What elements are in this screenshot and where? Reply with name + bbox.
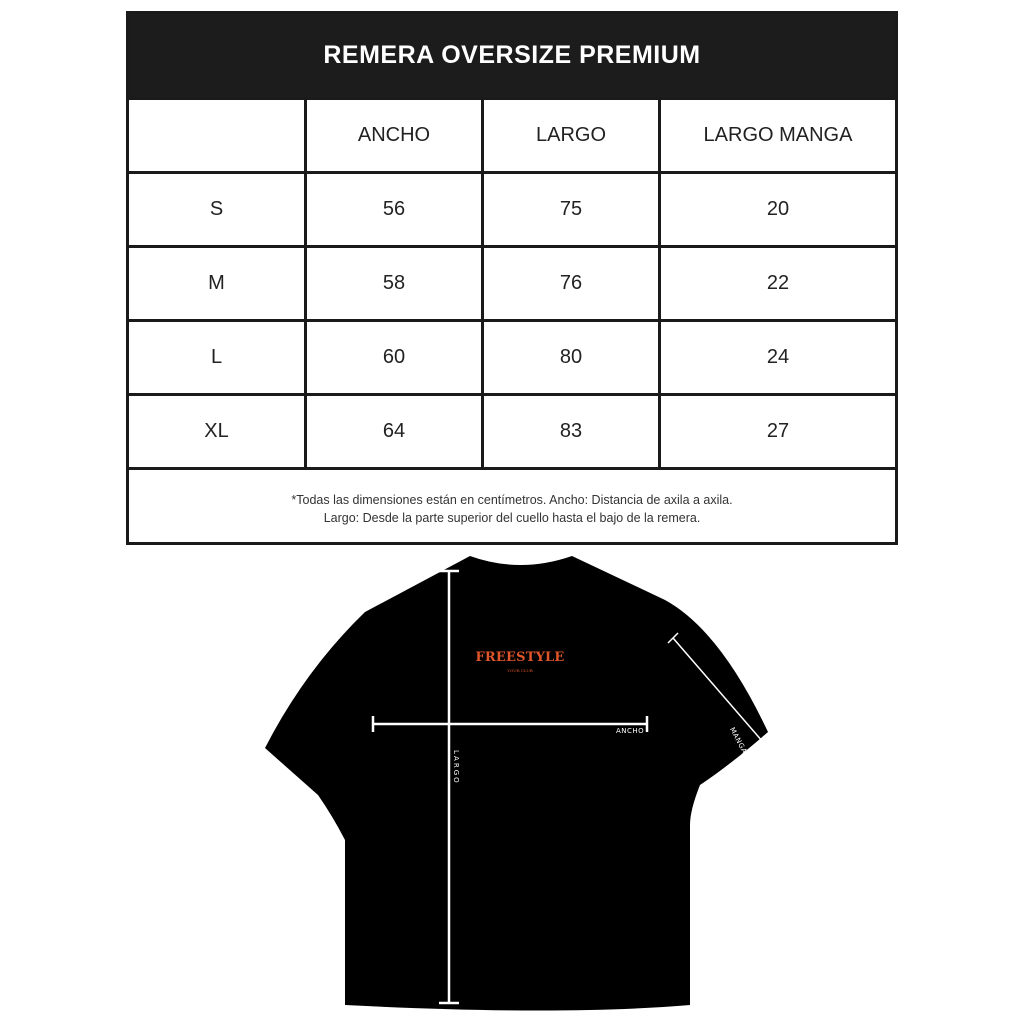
ancho-cell: 64 <box>307 396 484 467</box>
manga-cell: 24 <box>766 346 790 368</box>
tshirt-body <box>265 556 768 1011</box>
size-table <box>126 11 898 545</box>
manga-cell: 22 <box>766 272 790 294</box>
table-row <box>129 396 895 470</box>
header-cell-size <box>129 100 307 171</box>
brand-subtitle: YOUR CLUB <box>507 668 533 673</box>
ancho-label: ANCHO <box>616 727 645 735</box>
tshirt-illustration <box>0 550 1024 1024</box>
ancho-cell: 60 <box>307 322 484 393</box>
table-row <box>129 174 895 248</box>
header-cell-largo: LARGO <box>484 100 661 171</box>
ancho-cell: 56 <box>307 174 484 245</box>
table-title: REMERA OVERSIZE PREMIUM <box>129 14 895 100</box>
header-cell-largo-manga: LARGO MANGA <box>703 124 853 146</box>
table-note <box>129 470 895 548</box>
ancho-cell: 58 <box>307 248 484 319</box>
table-row <box>129 248 895 322</box>
largo-label: LARGO <box>452 750 460 785</box>
largo-cell: 75 <box>484 174 661 245</box>
size-cell: L <box>129 322 307 393</box>
size-cell: M <box>129 248 307 319</box>
manga-cell: 27 <box>766 420 790 442</box>
manga-label: MANGA <box>727 726 749 756</box>
largo-cell: 83 <box>484 396 661 467</box>
largo-cell: 76 <box>484 248 661 319</box>
tshirt-diagram <box>0 550 1024 1024</box>
size-cell: S <box>129 174 307 245</box>
table-row <box>129 322 895 396</box>
brand-logo: FREESTYLE <box>475 650 565 665</box>
largo-cell: 80 <box>484 322 661 393</box>
note-line-1: *Todas las dimensiones están en centímetros. Ancho: Distancia de axila a axila. <box>291 493 733 507</box>
header-cell-ancho: ANCHO <box>307 100 484 171</box>
header-row <box>129 100 895 174</box>
note-line-2: Largo: Desde la parte superior del cuello hasta el bajo de la remera. <box>323 511 701 525</box>
size-cell: XL <box>129 396 307 467</box>
manga-cell: 20 <box>766 198 790 220</box>
